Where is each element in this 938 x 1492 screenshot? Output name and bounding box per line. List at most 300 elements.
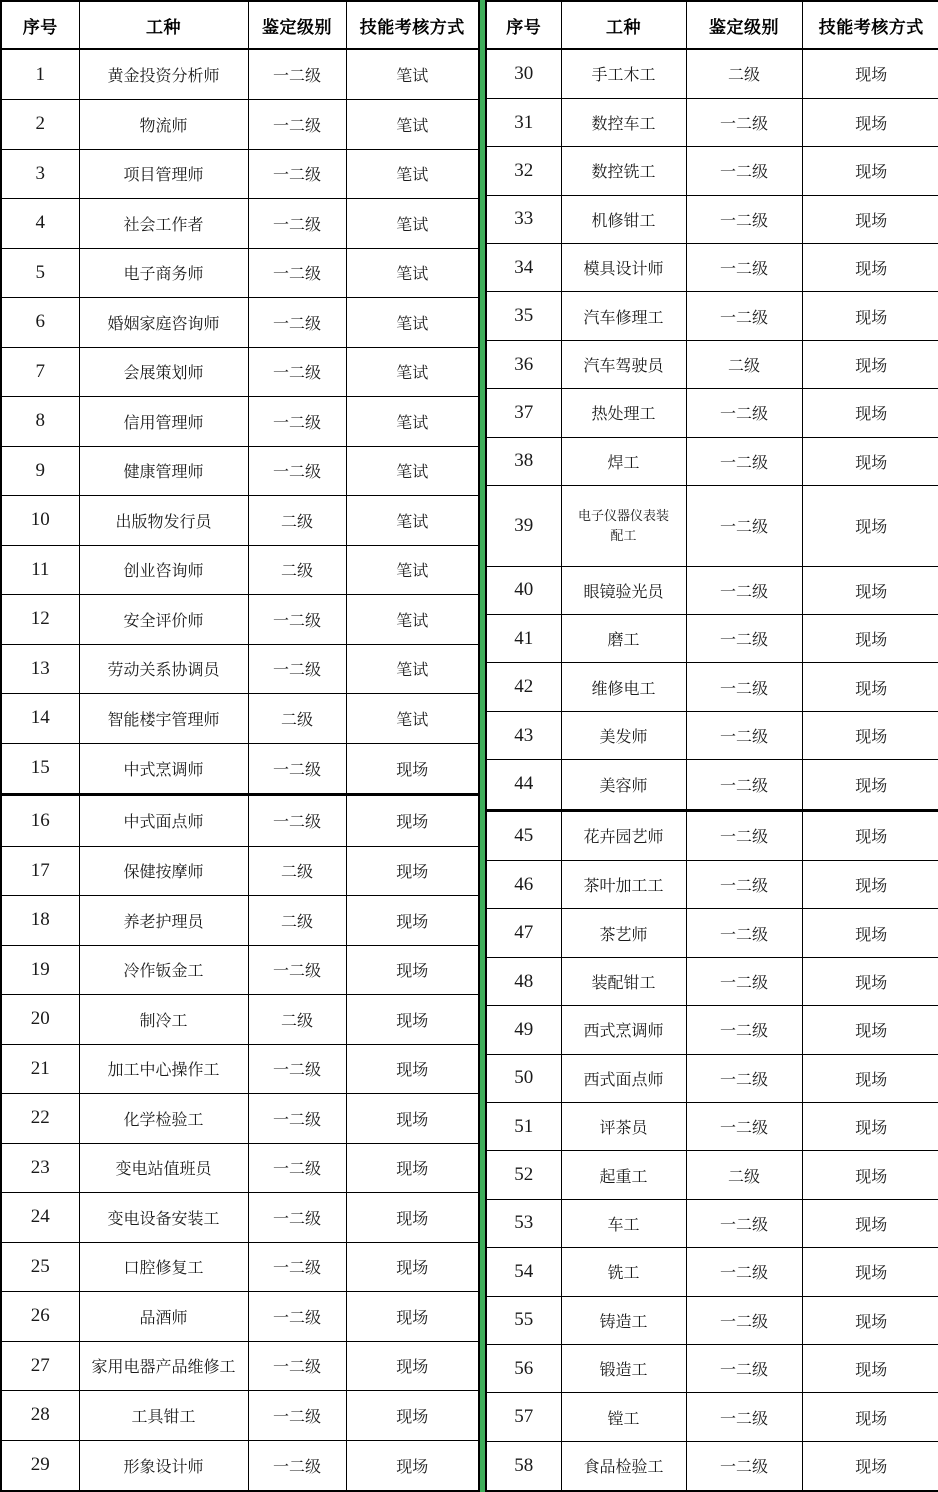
method-cell: 现场 [346, 1143, 479, 1193]
method-cell: 现场 [802, 1054, 938, 1102]
row-number-cell: 42 [486, 663, 561, 711]
job-cell: 花卉园艺师 [561, 810, 686, 860]
job-cell: 冷作钣金工 [79, 945, 248, 995]
table-row [1, 545, 479, 595]
row-number-cell: 45 [486, 810, 561, 860]
job-cell: 劳动关系协调员 [79, 644, 248, 694]
table-row [1, 49, 479, 100]
row-number-cell: 20 [1, 995, 79, 1045]
table-row [486, 810, 938, 860]
method-cell: 现场 [802, 244, 938, 292]
table-row [1, 846, 479, 896]
table-row [1, 743, 479, 795]
table-row [486, 957, 938, 1005]
row-number-cell: 6 [1, 298, 79, 348]
row-number-cell: 41 [486, 615, 561, 663]
job-cell: 锻造工 [561, 1344, 686, 1392]
level-cell: 一二级 [248, 595, 346, 645]
header-row [486, 1, 938, 49]
table-row [486, 1393, 938, 1441]
method-cell: 笔试 [346, 248, 479, 298]
method-cell: 现场 [802, 340, 938, 388]
table-row [1, 1440, 479, 1491]
method-cell: 现场 [802, 195, 938, 243]
row-number-cell: 24 [1, 1193, 79, 1243]
method-cell: 现场 [802, 909, 938, 957]
method-cell: 笔试 [346, 446, 479, 496]
level-cell: 一二级 [248, 1193, 346, 1243]
job-cell: 中式烹调师 [79, 743, 248, 795]
row-number-cell: 2 [1, 100, 79, 150]
table-row [486, 760, 938, 810]
level-cell: 一二级 [248, 743, 346, 795]
row-number-cell: 23 [1, 1143, 79, 1193]
method-cell: 笔试 [346, 100, 479, 150]
job-cell: 装配钳工 [561, 957, 686, 1005]
table-row [1, 1193, 479, 1243]
table-row [486, 437, 938, 485]
row-number-cell: 46 [486, 861, 561, 909]
method-cell: 现场 [346, 995, 479, 1045]
job-cell: 出版物发行员 [79, 496, 248, 546]
job-cell: 物流师 [79, 100, 248, 150]
row-number-cell: 31 [486, 98, 561, 146]
header-no: 序号 [486, 1, 561, 49]
level-cell: 一二级 [686, 292, 802, 340]
row-number-cell: 43 [486, 711, 561, 759]
row-number-cell: 28 [1, 1391, 79, 1441]
method-cell: 现场 [802, 292, 938, 340]
level-cell: 一二级 [248, 1440, 346, 1491]
job-cell: 西式面点师 [561, 1054, 686, 1102]
method-cell: 现场 [802, 663, 938, 711]
job-cell: 口腔修复工 [79, 1242, 248, 1292]
job-cell: 智能楼宇管理师 [79, 694, 248, 744]
method-cell: 现场 [802, 147, 938, 195]
job-cell: 食品检验工 [561, 1441, 686, 1491]
table-row [486, 615, 938, 663]
table-row [486, 1296, 938, 1344]
row-number-cell: 52 [486, 1151, 561, 1199]
row-number-cell: 47 [486, 909, 561, 957]
job-cell: 化学检验工 [79, 1094, 248, 1144]
row-number-cell: 18 [1, 896, 79, 946]
method-cell: 现场 [346, 1391, 479, 1441]
level-cell: 一二级 [248, 1044, 346, 1094]
method-cell: 现场 [346, 1193, 479, 1243]
level-cell: 一二级 [248, 248, 346, 298]
job-cell: 美容师 [561, 760, 686, 810]
level-cell: 一二级 [248, 397, 346, 447]
table-row [1, 1242, 479, 1292]
method-cell: 现场 [802, 437, 938, 485]
row-number-cell: 4 [1, 199, 79, 249]
row-number-cell: 27 [1, 1341, 79, 1391]
level-cell: 二级 [248, 496, 346, 546]
level-cell: 一二级 [248, 1143, 346, 1193]
method-cell: 现场 [346, 795, 479, 847]
method-cell: 笔试 [346, 298, 479, 348]
row-number-cell: 39 [486, 486, 561, 567]
job-cell: 西式烹调师 [561, 1006, 686, 1054]
table-row [486, 663, 938, 711]
table-row [1, 1143, 479, 1193]
level-cell: 一二级 [686, 98, 802, 146]
header-no: 序号 [1, 1, 79, 49]
table-row [486, 389, 938, 437]
job-cell: 变电站值班员 [79, 1143, 248, 1193]
job-cell: 加工中心操作工 [79, 1044, 248, 1094]
method-cell: 现场 [802, 1248, 938, 1296]
job-cell: 会展策划师 [79, 347, 248, 397]
level-cell: 一二级 [248, 347, 346, 397]
row-number-cell: 13 [1, 644, 79, 694]
row-number-cell: 57 [486, 1393, 561, 1441]
table-row [486, 1006, 938, 1054]
method-cell: 现场 [346, 1292, 479, 1342]
row-number-cell: 7 [1, 347, 79, 397]
level-cell: 二级 [686, 49, 802, 98]
level-cell: 一二级 [686, 1441, 802, 1491]
row-number-cell: 29 [1, 1440, 79, 1491]
method-cell: 现场 [346, 896, 479, 946]
table-row [1, 644, 479, 694]
table-row [486, 244, 938, 292]
method-cell: 现场 [802, 49, 938, 98]
level-cell: 一二级 [248, 1242, 346, 1292]
table-row [1, 795, 479, 847]
row-number-cell: 53 [486, 1199, 561, 1247]
row-number-cell: 34 [486, 244, 561, 292]
level-cell: 二级 [248, 896, 346, 946]
method-cell: 现场 [802, 486, 938, 567]
level-cell: 一二级 [686, 147, 802, 195]
method-cell: 现场 [802, 1199, 938, 1247]
table-row [1, 347, 479, 397]
row-number-cell: 11 [1, 545, 79, 595]
job-cell: 工具钳工 [79, 1391, 248, 1441]
job-cell: 起重工 [561, 1151, 686, 1199]
job-cell: 汽车驾驶员 [561, 340, 686, 388]
level-cell: 二级 [248, 846, 346, 896]
row-number-cell: 19 [1, 945, 79, 995]
job-cell: 铣工 [561, 1248, 686, 1296]
row-number-cell: 3 [1, 149, 79, 199]
table-row [1, 446, 479, 496]
row-number-cell: 38 [486, 437, 561, 485]
table-row [1, 1391, 479, 1441]
header-method: 技能考核方式 [346, 1, 479, 49]
table-row [486, 1151, 938, 1199]
table-row [486, 340, 938, 388]
table-row [486, 1441, 938, 1491]
method-cell: 现场 [802, 1344, 938, 1392]
table-row [1, 149, 479, 199]
level-cell: 一二级 [686, 244, 802, 292]
method-cell: 笔试 [346, 694, 479, 744]
method-cell: 现场 [346, 1044, 479, 1094]
level-cell: 一二级 [686, 810, 802, 860]
table-row [486, 49, 938, 98]
table-row [486, 147, 938, 195]
table-row [486, 1103, 938, 1151]
level-cell: 一二级 [686, 1296, 802, 1344]
row-number-cell: 1 [1, 49, 79, 100]
level-cell: 一二级 [686, 861, 802, 909]
table-row [1, 1094, 479, 1144]
row-number-cell: 37 [486, 389, 561, 437]
table-row [486, 909, 938, 957]
method-cell: 现场 [346, 1242, 479, 1292]
table-row [1, 945, 479, 995]
level-cell: 一二级 [686, 1054, 802, 1102]
header-job: 工种 [561, 1, 686, 49]
row-number-cell: 26 [1, 1292, 79, 1342]
level-cell: 一二级 [248, 149, 346, 199]
level-cell: 一二级 [686, 957, 802, 1005]
job-cell: 婚姻家庭咨询师 [79, 298, 248, 348]
job-cell: 保健按摩师 [79, 846, 248, 896]
method-cell: 笔试 [346, 595, 479, 645]
level-cell: 一二级 [686, 1393, 802, 1441]
table-row [1, 496, 479, 546]
method-cell: 现场 [802, 760, 938, 810]
method-cell: 现场 [802, 566, 938, 614]
table-row [486, 566, 938, 614]
job-cell: 美发师 [561, 711, 686, 759]
row-number-cell: 5 [1, 248, 79, 298]
level-cell: 一二级 [686, 1344, 802, 1392]
level-cell: 一二级 [686, 1103, 802, 1151]
job-cell: 安全评价师 [79, 595, 248, 645]
level-cell: 一二级 [248, 644, 346, 694]
level-cell: 一二级 [248, 795, 346, 847]
row-number-cell: 40 [486, 566, 561, 614]
level-cell: 二级 [248, 995, 346, 1045]
method-cell: 现场 [346, 945, 479, 995]
level-cell: 一二级 [248, 1391, 346, 1441]
row-number-cell: 16 [1, 795, 79, 847]
job-cell: 汽车修理工 [561, 292, 686, 340]
row-number-cell: 21 [1, 1044, 79, 1094]
table-row [1, 100, 479, 150]
table-row [486, 861, 938, 909]
method-cell: 现场 [802, 1103, 938, 1151]
table-row [486, 1344, 938, 1392]
row-number-cell: 10 [1, 496, 79, 546]
level-cell: 一二级 [248, 298, 346, 348]
row-number-cell: 58 [486, 1441, 561, 1491]
job-cell: 焊工 [561, 437, 686, 485]
table-row [486, 1248, 938, 1296]
job-cell: 变电设备安装工 [79, 1193, 248, 1243]
row-number-cell: 33 [486, 195, 561, 243]
job-cell: 热处理工 [561, 389, 686, 437]
job-cell: 社会工作者 [79, 199, 248, 249]
job-cell: 铸造工 [561, 1296, 686, 1344]
level-cell: 二级 [248, 545, 346, 595]
level-cell: 一二级 [686, 389, 802, 437]
table-row [1, 694, 479, 744]
job-cell: 机修钳工 [561, 195, 686, 243]
job-cell: 中式面点师 [79, 795, 248, 847]
level-cell: 一二级 [686, 566, 802, 614]
method-cell: 现场 [802, 1296, 938, 1344]
job-cell: 创业咨询师 [79, 545, 248, 595]
table-row [1, 1341, 479, 1391]
row-number-cell: 49 [486, 1006, 561, 1054]
table-row [1, 595, 479, 645]
method-cell: 现场 [802, 810, 938, 860]
method-cell: 现场 [802, 1151, 938, 1199]
level-cell: 一二级 [686, 615, 802, 663]
header-row [1, 1, 479, 49]
table-row [486, 1199, 938, 1247]
job-cell: 手工木工 [561, 49, 686, 98]
row-number-cell: 32 [486, 147, 561, 195]
level-cell: 一二级 [248, 1292, 346, 1342]
header-job: 工种 [79, 1, 248, 49]
job-cell: 养老护理员 [79, 896, 248, 946]
job-cell: 数控车工 [561, 98, 686, 146]
job-cell: 维修电工 [561, 663, 686, 711]
table-row [486, 195, 938, 243]
level-cell: 一二级 [686, 1006, 802, 1054]
table-row [1, 995, 479, 1045]
method-cell: 现场 [802, 1006, 938, 1054]
level-cell: 一二级 [248, 100, 346, 150]
job-cell: 茶艺师 [561, 909, 686, 957]
job-cell: 模具设计师 [561, 244, 686, 292]
job-cell: 车工 [561, 1199, 686, 1247]
table-row [1, 397, 479, 447]
job-cell: 茶叶加工工 [561, 861, 686, 909]
job-cell: 健康管理师 [79, 446, 248, 496]
method-cell: 现场 [802, 615, 938, 663]
method-cell: 现场 [346, 846, 479, 896]
method-cell: 现场 [802, 389, 938, 437]
job-cell: 家用电器产品维修工 [79, 1341, 248, 1391]
row-number-cell: 36 [486, 340, 561, 388]
header-level: 鉴定级别 [248, 1, 346, 49]
level-cell: 一二级 [686, 711, 802, 759]
job-cell: 信用管理师 [79, 397, 248, 447]
level-cell: 二级 [686, 340, 802, 388]
method-cell: 笔试 [346, 49, 479, 100]
method-cell: 笔试 [346, 347, 479, 397]
job-cell: 品酒师 [79, 1292, 248, 1342]
level-cell: 一二级 [686, 1248, 802, 1296]
row-number-cell: 17 [1, 846, 79, 896]
method-cell: 笔试 [346, 397, 479, 447]
table-row [1, 1292, 479, 1342]
row-number-cell: 56 [486, 1344, 561, 1392]
job-cell: 项目管理师 [79, 149, 248, 199]
row-number-cell: 54 [486, 1248, 561, 1296]
row-number-cell: 50 [486, 1054, 561, 1102]
row-number-cell: 25 [1, 1242, 79, 1292]
row-number-cell: 48 [486, 957, 561, 1005]
header-method: 技能考核方式 [802, 1, 938, 49]
table-row [486, 292, 938, 340]
method-cell: 现场 [802, 1441, 938, 1491]
row-number-cell: 9 [1, 446, 79, 496]
table-row [1, 298, 479, 348]
row-number-cell: 22 [1, 1094, 79, 1144]
job-cell: 评茶员 [561, 1103, 686, 1151]
level-cell: 一二级 [686, 1199, 802, 1247]
table-row [1, 896, 479, 946]
level-cell: 二级 [248, 694, 346, 744]
method-cell: 现场 [346, 1094, 479, 1144]
job-cell: 电子商务师 [79, 248, 248, 298]
method-cell: 笔试 [346, 199, 479, 249]
row-number-cell: 44 [486, 760, 561, 810]
table-row [486, 98, 938, 146]
method-cell: 现场 [802, 1393, 938, 1441]
method-cell: 笔试 [346, 149, 479, 199]
row-number-cell: 14 [1, 694, 79, 744]
table-row [1, 199, 479, 249]
method-cell: 笔试 [346, 496, 479, 546]
row-number-cell: 51 [486, 1103, 561, 1151]
method-cell: 笔试 [346, 644, 479, 694]
table-row [486, 486, 938, 567]
level-cell: 一二级 [686, 760, 802, 810]
level-cell: 一二级 [686, 437, 802, 485]
level-cell: 一二级 [686, 486, 802, 567]
method-cell: 现场 [802, 98, 938, 146]
job-cell: 镗工 [561, 1393, 686, 1441]
level-cell: 一二级 [248, 49, 346, 100]
level-cell: 一二级 [686, 663, 802, 711]
row-number-cell: 15 [1, 743, 79, 795]
level-cell: 二级 [686, 1151, 802, 1199]
job-cell: 形象设计师 [79, 1440, 248, 1491]
job-cell: 电子仪器仪表装配工 [561, 486, 686, 567]
method-cell: 现场 [802, 957, 938, 1005]
method-cell: 现场 [346, 1341, 479, 1391]
job-cell: 眼镜验光员 [561, 566, 686, 614]
row-number-cell: 35 [486, 292, 561, 340]
level-cell: 一二级 [248, 945, 346, 995]
table-row [1, 248, 479, 298]
level-cell: 一二级 [248, 1094, 346, 1144]
method-cell: 笔试 [346, 545, 479, 595]
method-cell: 现场 [802, 711, 938, 759]
row-number-cell: 8 [1, 397, 79, 447]
table-row [486, 1054, 938, 1102]
job-cell: 磨工 [561, 615, 686, 663]
certification-table-right [485, 0, 938, 1492]
level-cell: 一二级 [248, 199, 346, 249]
row-number-cell: 55 [486, 1296, 561, 1344]
level-cell: 一二级 [686, 909, 802, 957]
level-cell: 一二级 [686, 195, 802, 243]
header-level: 鉴定级别 [686, 1, 802, 49]
method-cell: 现场 [346, 743, 479, 795]
row-number-cell: 30 [486, 49, 561, 98]
job-cell: 数控铣工 [561, 147, 686, 195]
method-cell: 现场 [802, 861, 938, 909]
job-cell: 制冷工 [79, 995, 248, 1045]
row-number-cell: 12 [1, 595, 79, 645]
job-cell: 黄金投资分析师 [79, 49, 248, 100]
table-row [1, 1044, 479, 1094]
method-cell: 现场 [346, 1440, 479, 1491]
table-row [486, 711, 938, 759]
level-cell: 一二级 [248, 446, 346, 496]
